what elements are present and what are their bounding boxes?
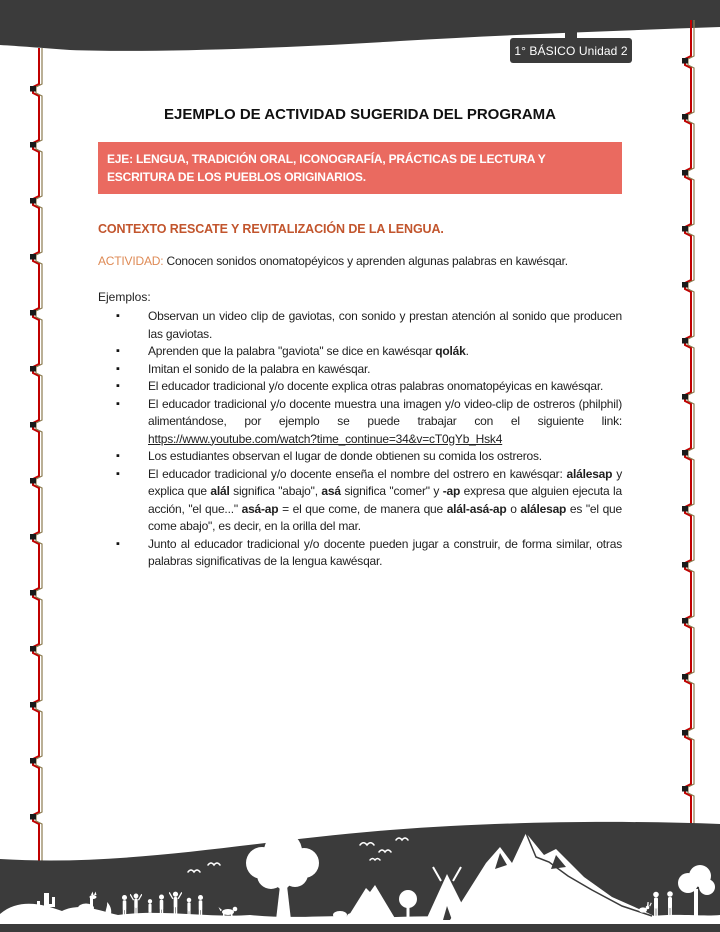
bush-icon — [333, 911, 347, 919]
actividad-line — [98, 253, 622, 271]
unit-badge: 1° BÁSICO Unidad 2 — [510, 38, 632, 63]
list-item: ▪ El educador tradicional y/o docente muestra una imagen y/o video-clip de ostreros (philphil) alimentándose, por ejemplo se puede trabajar con el siguiente link: https://www.youtube.com/watch?time_continue=34&v=cT0gYb_Hsk4 — [98, 396, 622, 449]
footer-illustration — [0, 817, 720, 932]
youtube-link[interactable]: https://www.youtube.com/watch?time_continue=34&v=cT0gYb_Hsk4 — [148, 431, 503, 446]
page-title: EJEMPLO DE ACTIVIDAD SUGERIDA DEL PROGRAMA — [164, 106, 556, 123]
ejemplos-list — [98, 308, 622, 571]
list-item: ▪ Junto al educador tradicional y/o docente pueden jugar a construir, de forma similar, otras palabras significativas de la lengua kawésqar. — [98, 536, 622, 571]
ejemplos-label: Ejemplos: — [98, 289, 151, 304]
contexto-heading: CONTEXTO RESCATE Y REVITALIZACIÓN DE LA LENGUA. — [98, 222, 444, 236]
list-item: ▪ Observan un video clip de gaviotas, con sonido y prestan atención al sonido que producen las gaviotas. — [98, 308, 622, 343]
list-item: ▪ Imitan el sonido de la palabra en kawésqar. — [98, 361, 622, 379]
list-item: ▪ El educador tradicional y/o docente enseña el nombre del ostrero en kawésqar: alálesap y explica que alál significa "abajo", asá significa "comer" y -ap expresa que alguien ejecuta la acción, "el que..." asá-ap = el que come, de manera que alál-asá-ap o alálesap es "el que come abajo", es decir, en la orilla del mar. — [98, 466, 622, 536]
right-border-ornament — [680, 20, 700, 835]
actividad-text: Conocen sonidos onomatopéyicos y aprenden algunas palabras en kawésqar. — [166, 254, 568, 268]
list-item: ▪ El educador tradicional y/o docente explica otras palabras onomatopéyicas en kawésqar. — [98, 378, 622, 396]
left-border-ornament — [28, 48, 48, 863]
actividad-label: ACTIVIDAD: — [98, 254, 164, 268]
list-item: ▪ Los estudiantes observan el lugar de donde obtienen su comida los ostreros. — [98, 448, 622, 466]
list-item: ▪ Aprenden que la palabra "gaviota" se dice en kawésqar qolák. — [98, 343, 622, 361]
content-area — [98, 106, 622, 571]
eje-banner: EJE: LENGUA, TRADICIÓN ORAL, ICONOGRAFÍA, PRÁCTICAS DE LECTURA Y ESCRITURA DE LOS PUEBLOS ORIGINARIOS. — [98, 142, 622, 194]
